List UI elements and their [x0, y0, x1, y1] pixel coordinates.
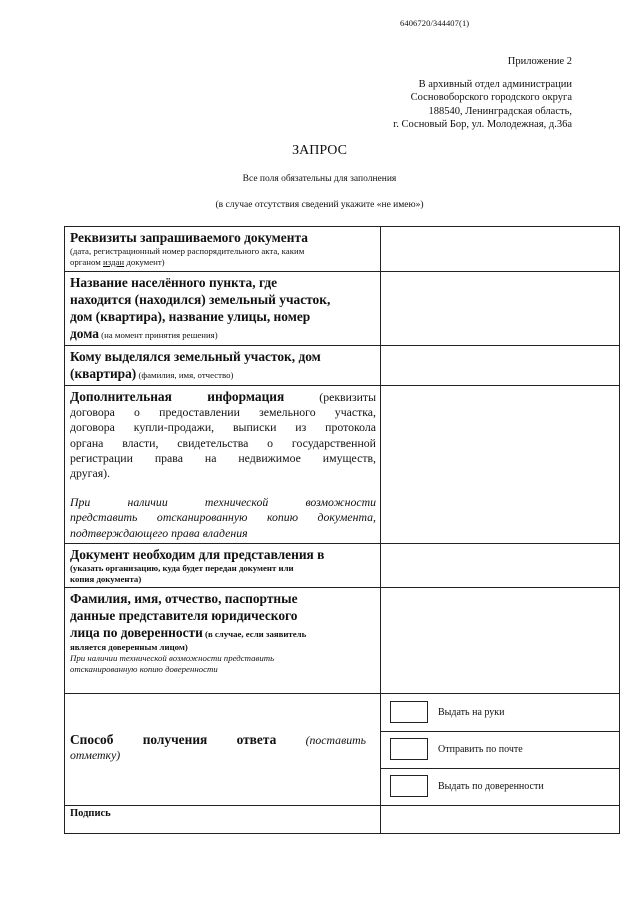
hint-text: (дата, регистрационный номер распорядительного акта, каким: [70, 246, 305, 256]
heading-word: ответа: [236, 731, 277, 747]
row-text: (реквизиты: [284, 390, 376, 404]
row-hint: (в случае, если заявитель: [202, 628, 307, 639]
form-row-response-method: [65, 693, 620, 805]
signature-field[interactable]: [381, 805, 620, 833]
row-text: договора купли-продажи, выписки из протокола: [70, 420, 376, 435]
answer-field[interactable]: [381, 346, 620, 386]
heading-word: Способ: [70, 731, 114, 747]
method-label-line: [70, 732, 366, 748]
row-heading: данные представителя юридического: [70, 607, 298, 623]
response-options: [381, 693, 620, 805]
request-form-table: [64, 226, 620, 834]
row-heading: дом (квартира), название улицы, номер: [70, 309, 311, 324]
hint-text: документ): [124, 257, 165, 267]
answer-field[interactable]: [381, 227, 620, 272]
row-label: [65, 693, 381, 805]
row-label: [65, 543, 381, 587]
form-row-purpose: [65, 543, 620, 587]
hint-underlined: издан: [103, 257, 125, 267]
heading-word: получения: [142, 731, 208, 747]
method-label: [70, 732, 366, 763]
answer-field[interactable]: [381, 543, 620, 587]
row-text: другая).: [70, 466, 111, 481]
row-heading-last: [70, 365, 376, 383]
row-italic-note: подтверждающего права владения: [70, 525, 248, 540]
row-italic-note: При наличии технической возможности представить: [70, 652, 275, 663]
answer-field[interactable]: [381, 272, 620, 346]
row-heading: Кому выделялся земельный участок, дом: [70, 349, 321, 364]
heading-text: (квартира): [70, 366, 137, 381]
row-label: [65, 386, 381, 544]
row-text: органа власти, свидетельства о государственной: [70, 435, 376, 450]
row-heading: находится (находился) земельный участок,: [70, 292, 331, 307]
row-hint: является доверенным лицом): [70, 641, 188, 652]
addressee-line: Сосновоборского городского округа: [410, 92, 572, 104]
addressee-block: [360, 78, 572, 132]
row-label: [65, 587, 381, 693]
options-list: [381, 694, 619, 805]
page-subtitle: Все поля обязательны для заполнения: [242, 174, 397, 184]
row-label: [65, 346, 381, 386]
row-italic-note: представить отсканированную копию документа,: [70, 510, 376, 525]
row-heading: Дополнительная информация: [70, 389, 285, 404]
form-row-locality: [65, 272, 620, 346]
appendix-label: Приложение 2: [507, 56, 572, 67]
row-italic-note: При наличии технической возможности: [70, 495, 376, 510]
checkbox[interactable]: [390, 775, 428, 797]
form-row-allocated-to: [65, 346, 620, 386]
heading-text: лица по доверенности: [70, 624, 203, 640]
row-heading: Фамилия, имя, отчество, паспортные: [70, 590, 298, 606]
answer-field[interactable]: [381, 587, 620, 693]
row-heading: Реквизиты запрашиваемого документа: [70, 230, 308, 245]
form-row-representative: [65, 587, 620, 693]
row-hint: [70, 246, 376, 268]
row-hint: (указать организацию, куда будет передан документ или: [70, 562, 294, 573]
form-row-signature: [65, 805, 620, 833]
heading-text: дома: [70, 326, 99, 341]
addressee-line: В архивный отдел администрации: [418, 79, 572, 90]
row-heading-last: [70, 624, 376, 642]
option-by-proxy[interactable]: [381, 768, 619, 805]
row-text-first: [70, 388, 376, 405]
row-text: договора о предоставлении земельного участка,: [70, 405, 376, 420]
form-row-document-details: [65, 227, 620, 272]
row-heading: Название населённого пункта, где: [70, 275, 278, 290]
option-label: Выдать по доверенности: [438, 780, 544, 792]
page-title: ЗАПРОС: [292, 143, 347, 158]
answer-field[interactable]: [381, 386, 620, 544]
checkbox[interactable]: [390, 738, 428, 760]
row-text: регистрации права на недвижимое имуществ,: [70, 450, 376, 465]
checkbox[interactable]: [390, 701, 428, 723]
row-hint: (фамилия, имя, отчество): [136, 370, 234, 380]
page-note: (в случае отсутствия сведений укажите «не имею»): [215, 200, 424, 210]
row-italic-note: отсканированную копию доверенности: [70, 663, 218, 674]
option-by-mail[interactable]: [381, 731, 619, 769]
addressee-line: 188540, Ленинградская область,: [428, 105, 572, 117]
hint-text: органом: [70, 257, 104, 267]
row-hint: копия документа): [70, 573, 142, 584]
signature-label: Подпись: [70, 807, 111, 819]
row-label: [65, 272, 381, 346]
row-label: [65, 805, 381, 833]
italic-hint: отметку): [70, 747, 121, 762]
option-label: Отправить по почте: [438, 743, 523, 755]
document-id: 6406720/344407(1): [400, 18, 470, 28]
row-heading: Документ необходим для представления в: [70, 546, 325, 562]
italic-hint: (поставить: [305, 732, 366, 747]
row-hint: (на момент принятия решения): [98, 330, 218, 340]
form-row-additional-info: [65, 386, 620, 544]
row-heading-last: [70, 325, 376, 343]
option-label: Выдать на руки: [438, 706, 505, 718]
row-label: [65, 227, 381, 272]
addressee-line: г. Сосновый Бор, ул. Молодежная, д.36а: [393, 119, 572, 131]
option-hand-delivery[interactable]: [381, 694, 619, 732]
